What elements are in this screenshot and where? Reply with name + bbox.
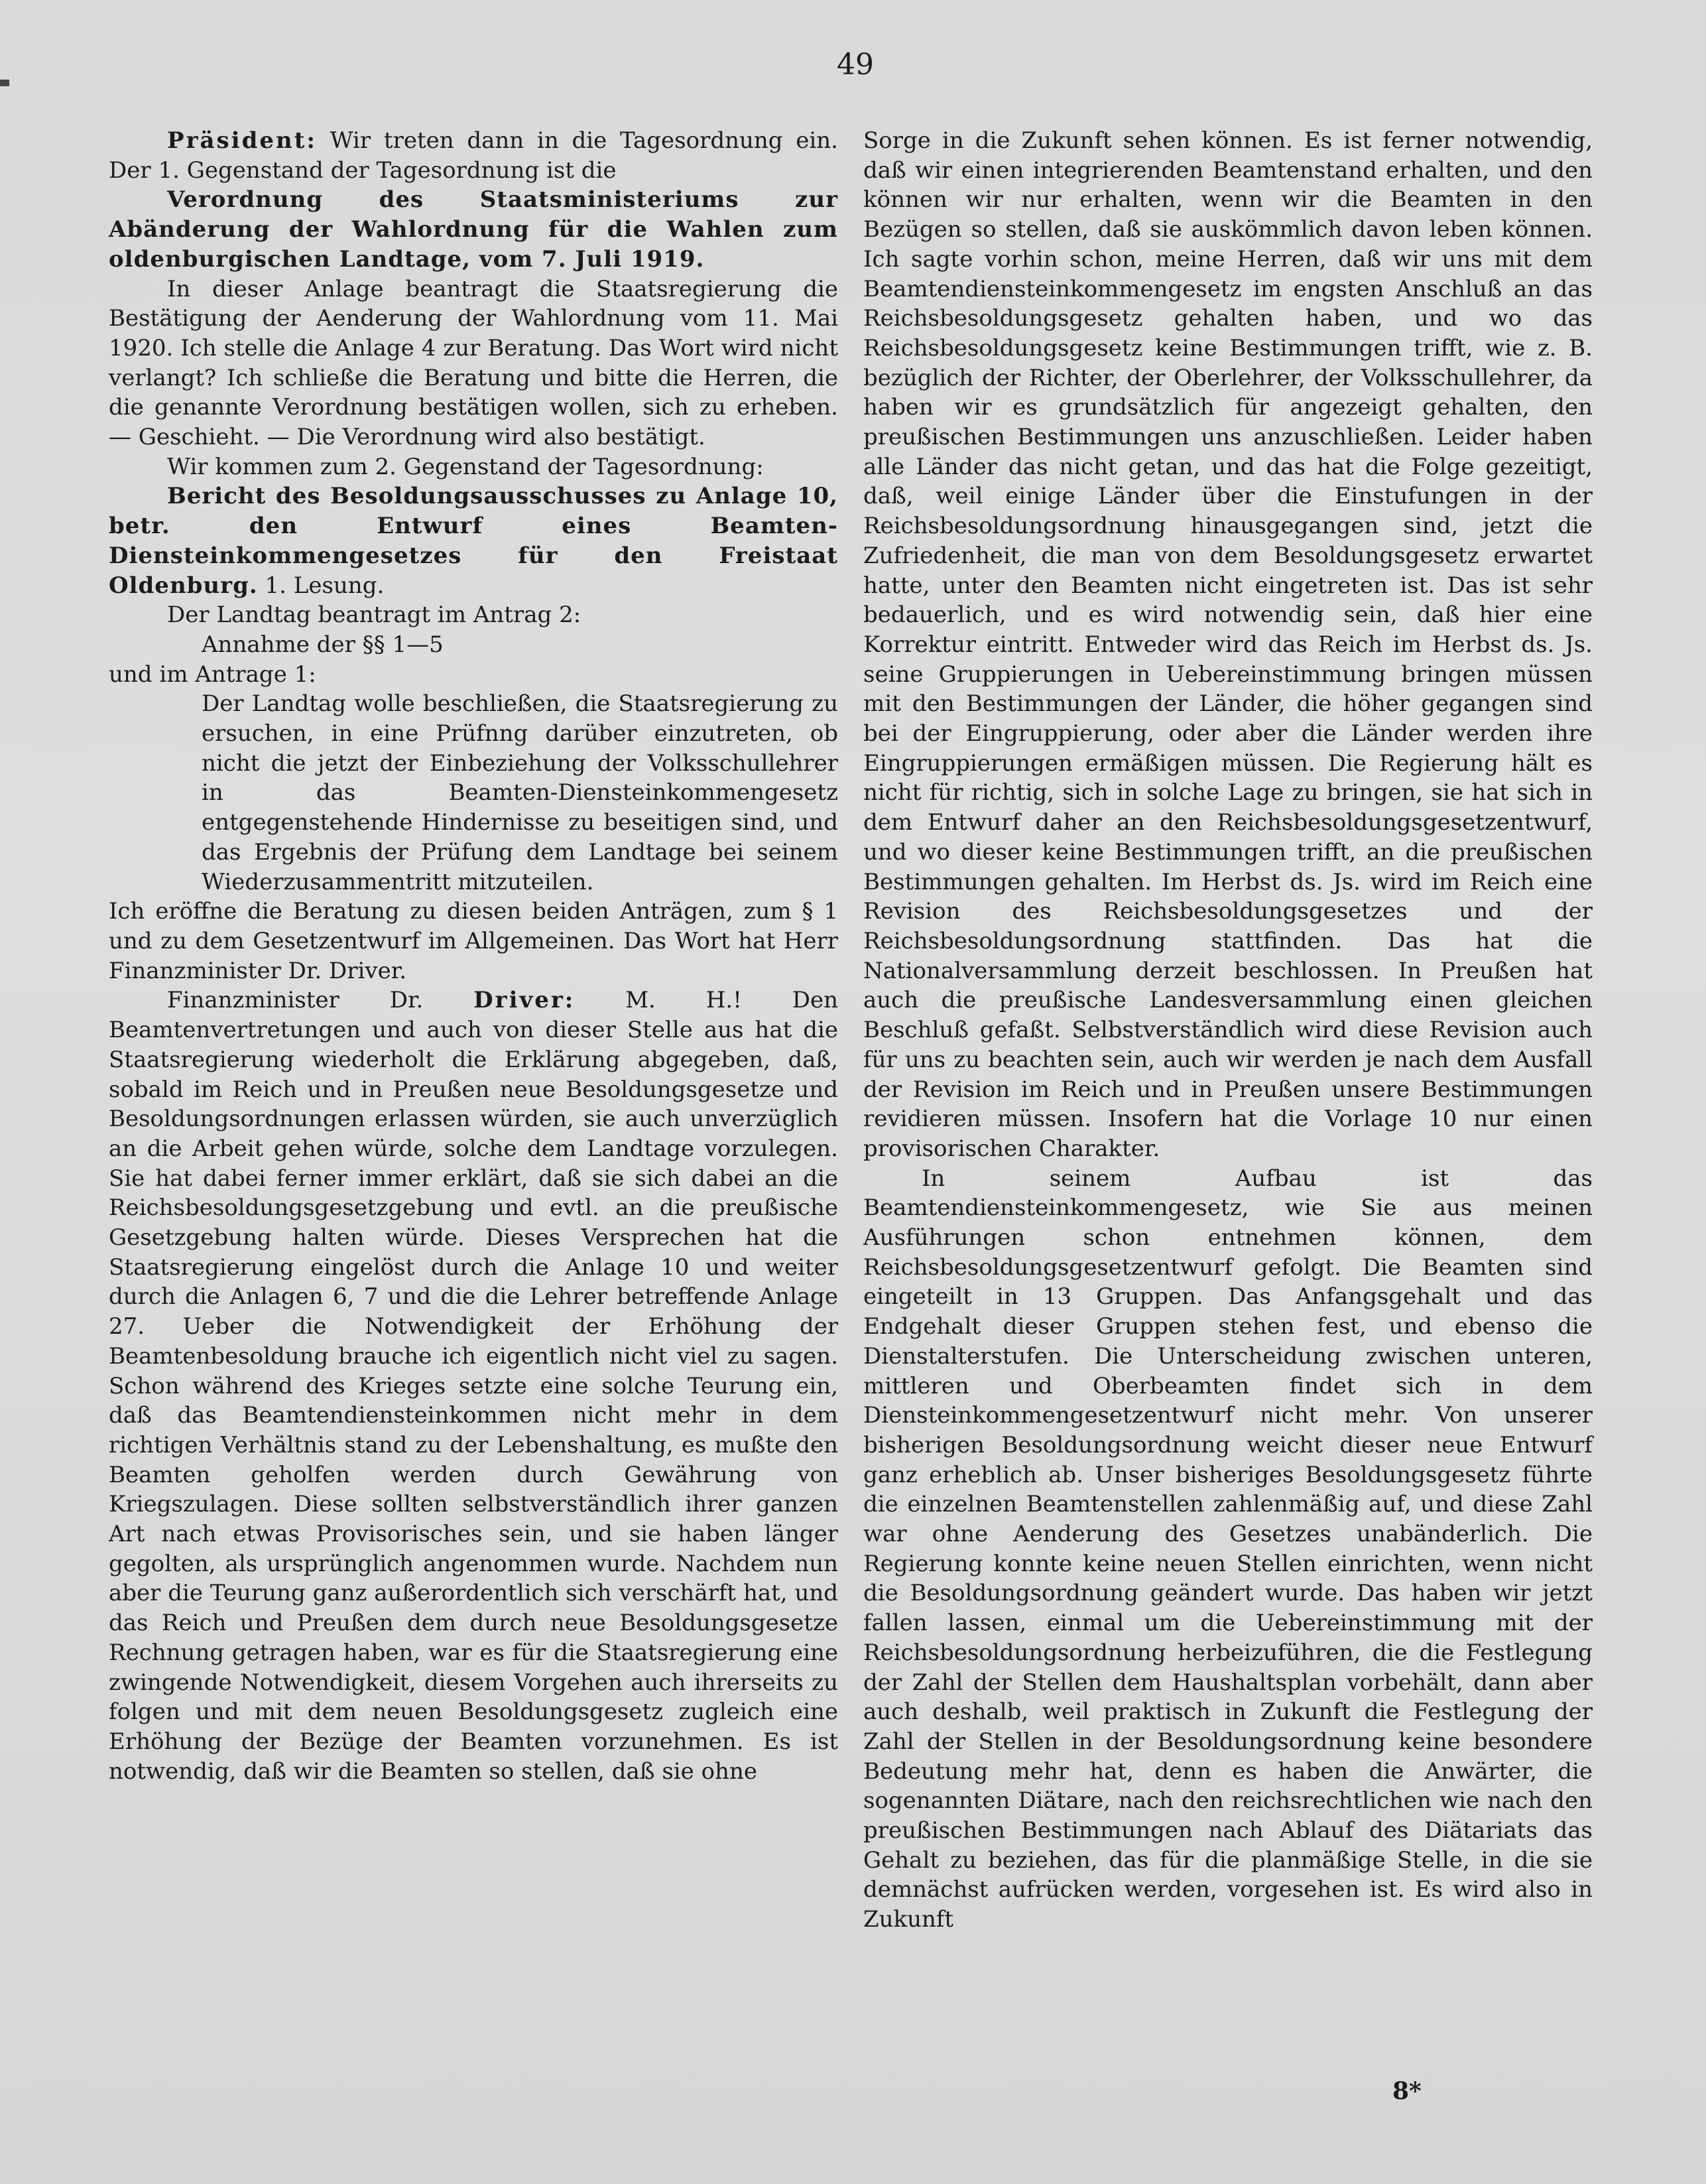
paragraph: In dieser Anlage beantragt die Staatsregierung die Bestätigung der Aenderung der Wahlordnung vom 11. Mai 1920. Ich stelle die Anlage 4 zur Beratung. Das Wort wird nicht verlangt? Ich schließe die Beratung und bitte die Herren, die die genannte Verordnung bestätigen wollen, sich zu erheben. — Geschieht. — Die Verordnung wird also bestätigt. [109, 275, 838, 451]
paragraph: Der Landtag beantragt im Antrag 2: [167, 602, 581, 629]
motion-text: Der Landtag wolle beschließen, die Staatsregierung zu ersuchen, in eine Prüfnng darüber einzutreten, ob nicht die jetzt der Einbeziehung der Volksschullehrer in das Beamten-Diensteinkommengesetz entgegenstehende Hindernisse zu beseitigen sind, und das Ergebnis der Prüfung dem Landtage bei seinem Wiederzusammentritt mitzuteilen. [202, 690, 838, 895]
right-column [863, 126, 1593, 1935]
speaker-name: Präsident: [167, 127, 317, 154]
paragraph: Ich eröffne die Beratung zu diesen beiden Anträgen, zum § 1 und zu dem Gesetzentwurf im Allgemeinen. Das Wort hat Herr Finanzminister Dr. Driver. [109, 898, 838, 984]
paragraph-text: M. H.! Den Beamtenvertretungen und auch von dieser Stelle aus hat die Staatsregierung wiederholt die Erklärung abgegeben, daß, sobald im Reich und in Preußen neue Besoldungsgesetze und Besoldungsordnungen erlassen würden, sie auch unverzüglich an die Arbeit gehen würde, solche dem Landtage vorzulegen. Sie hat dabei ferner immer erklärt, daß sie sich dabei an die Reichsbesoldungsgesetzgebung und evtl. an die preußische Gesetzgebung halten würde. Dieses Versprechen hat die Staatsregierung eingelöst durch die Anlage 10 und weiter durch die Anlagen 6, 7 und die die Lehrer betreffende Anlage 27. Ueber die Notwendigkeit der Erhöhung der Beamtenbesoldung brauche ich eigentlich nicht viel zu sagen. Schon während des Krieges setzte eine solche Teurung ein, daß das Beamtendiensteinkommen nicht mehr in dem richtigen Verhältnis stand zu der Lebenshaltung, es mußte den Beamten geholfen werden durch Gewährung von Kriegszulagen. Diese sollten selbstverständlich ihrer ganzen Art nach etwas Provisorisches sein, und sie haben länger gegolten, als ursprünglich angenommen wurde. Nachdem nun aber die Teurung ganz außerordentlich sich verschärft hat, und das Reich und Preußen dem durch neue Besoldungsgesetze Rechnung getragen haben, war es für die Staatsregierung eine zwingende Notwendigkeit, diesem Vorgehen auch ihrerseits zu folgen und mit dem neuen Besoldungsgesetz zugleich eine Erhöhung der Bezüge der Beamten vorzunehmen. Es ist notwendig, daß wir die Beamten so stellen, daß sie ohne [109, 987, 839, 1785]
paragraph-president-opening [109, 126, 838, 185]
reading-label: 1. Lesung. [265, 572, 385, 599]
paragraph: In seinem Aufbau ist das Beamtendiensteinkommengesetz, wie Sie aus meinen Ausführungen schon entnehmen können, dem Reichsbesoldungsgesetzentwurf gefolgt. Die Beamten sind eingeteilt in 13 Gruppen. Das Anfangsgehalt und das Endgehalt dieser Gruppen stehen fest, und ebenso die Dienstalterstufen. Die Unterscheidung zwischen unteren, mittleren und Oberbeamten findet sich in dem Diensteinkommengesetzentwurf nicht mehr. Von unserer bisherigen Besoldungsordnung weicht dieser neue Entwurf ganz erheblich ab. Unser bisheriges Besoldungsgesetz führte die einzelnen Beamtenstellen zahlenmäßig auf, und diese Zahl war ohne Aenderung des Gesetzes unabänderlich. Die Regierung konnte keine neuen Stellen einrichten, wenn nicht die Besoldungsordnung geändert wurde. Das haben wir jetzt fallen lassen, einmal um die Uebereinstimmung mit der Reichsbesoldungsordnung herbeizuführen, die die Festlegung der Zahl der Stellen dem Haushaltsplan vorbehält, dann aber auch deshalb, weil praktisch in Zukunft die Festlegung der Zahl der Stellen in der Besoldungsordnung keine besondere Bedeutung mehr hat, denn es haben die Anwärter, die sogenannten Diätare, nach den reichsrechtlichen wie nach den preußischen Bestimmungen nach Ablauf des Diätariats das Gehalt zu beziehen, das für die planmäßige Stelle, in die sie demnächst aufrücken werden, vorgesehen ist. Es wird also in Zukunft [863, 1165, 1593, 1933]
agenda-item-title-2 [109, 482, 838, 600]
paragraph-minister-speech [109, 986, 838, 1786]
paragraph: Sorge in die Zukunft sehen können. Es ist ferner notwendig, daß wir einen integrierenden Beamtenstand erhalten, und den können wir nur erhalten, wenn wir die Beamten in den Bezügen so stellen, daß sie auskömmlich davon leben können. Ich sagte vorhin schon, meine Herren, daß wir uns mit dem Beamtendiensteinkommengesetz im engsten Anschluß an das Reichsbesoldungsgesetz gehalten haben, und wo das Reichsbesoldungsgesetz keine Bestimmungen trifft, wie z. B. bezüglich der Richter, der Oberlehrer, der Volksschullehrer, da haben wir es grundsätzlich für angezeigt gehalten, den preußischen Bestimmungen uns anzuschließen. Leider haben alle Länder das nicht getan, und das hat die Folge gezeitigt, daß, weil einige Länder über die Einstufungen in der Reichsbesoldungsordnung hinausgegangen sind, jetzt die Zufriedenheit, die man von dem Besoldungsgesetz erwartet hatte, unter den Beamten nicht eingetreten ist. Das ist sehr bedauerlich, und es wird notwendig sein, daß hier eine Korrektur eintritt. Entweder wird das Reich im Herbst ds. Js. seine Gruppierungen in Uebereinstimmung bringen müssen mit den Bestimmungen der Länder, die höher gegangen sind bei der Eingruppierung, oder aber die Länder werden ihre Eingruppierungen ermäßigen müssen. Die Regierung hält es nicht für richtig, sich in solche Lage zu bringen, sie hat sich in dem Entwurf daher an den Reichsbesoldungsgesetzentwurf, und wo dieser keine Bestimmungen trifft, an die preußischen Bestimmungen gehalten. Im Herbst ds. Js. wird im Reich eine Revision des Reichsbesoldungsgesetzes und der Reichsbesoldungsordnung stattfinden. Das hat die Nationalversammlung derzeit beschlossen. In Preußen hat auch die preußische Landesversammlung einen gleichen Beschluß gefaßt. Selbstverständlich wird diese Revision auch für uns zu beachten sein, auch wir werden je nach dem Ausfall der Revision im Reich und in Preußen unsere Bestimmungen revidieren müssen. Insofern hat die Vorlage 10 nur einen provisorischen Charakter. [863, 127, 1593, 1162]
speaker-name: Driver: [473, 987, 576, 1014]
agenda-item-title-text: Bericht des Besoldungsausschusses zu Anlage 10, betr. den Entwurf eines Beamten-Diensteinkommengesetzes für den Freistaat Oldenburg. [109, 483, 838, 599]
signature-mark: 8* [1392, 2077, 1422, 2105]
margin-mark [0, 80, 9, 86]
speaker-title: Finanzminister Dr. [167, 987, 424, 1014]
agenda-item-title: Verordnung des Staatsministeriums zur Abänderung der Wahlordnung für die Wahlen zum oldenburgischen Landtage, vom 7. Juli 1919. [109, 186, 838, 273]
left-column [109, 126, 838, 1786]
paragraph-text: Wir treten dann in die Tagesordnung ein. Der 1. Gegenstand der Tagesordnung ist die [109, 127, 838, 184]
motion-text: Annahme der §§ 1—5 [202, 631, 444, 658]
paragraph: und im Antrage 1: [109, 661, 316, 688]
page-number: 49 [837, 48, 874, 82]
paragraph: Wir kommen zum 2. Gegenstand der Tagesordnung: [167, 453, 764, 480]
